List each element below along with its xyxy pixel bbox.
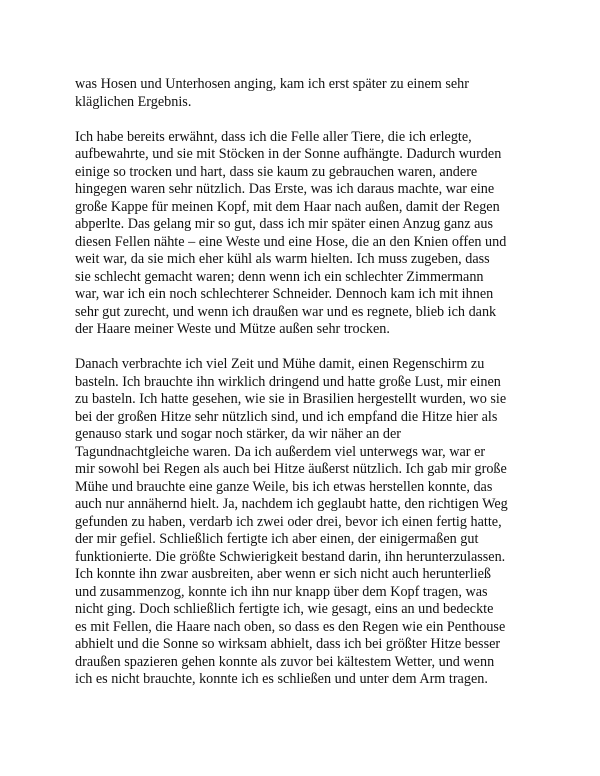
text-line: ich es nicht brauchte, konnte ich es schließen und unter dem Arm tragen. (75, 671, 488, 687)
text-line: bei der großen Hitze sehr nützlich sind, und ich empfand die Hitze hier als (75, 408, 498, 425)
text-line: abhielt und die Sonne so wirksam abhielt, dass ich bei größter Hitze besser (75, 636, 501, 652)
paragraph-3 (75, 356, 531, 689)
text-line: mir sowohl bei Regen als auch bei Hitze äußerst nützlich. Ich gab mir große (75, 461, 507, 477)
text-line: Danach verbrachte ich viel Zeit und Mühe damit, einen Regenschirm zu (75, 356, 485, 372)
text-line: sie schlecht gemacht waren; denn wenn ich ein schlechter Zimmermann (75, 268, 484, 285)
text-line: Mühe und brauchte eine ganze Weile, bis ich etwas herstellen konnte, das (75, 478, 493, 495)
body-text (75, 76, 531, 689)
text-line: kläglichen Ergebnis. (75, 93, 192, 110)
text-line: auch nur annähernd hielt. Ja, nachdem ich geglaubt hatte, den richtigen Weg (75, 496, 508, 512)
text-line: was Hosen und Unterhosen anging, kam ich erst später zu einem sehr (75, 76, 469, 92)
paragraph-2 (75, 129, 531, 339)
text-line: und zusammenzog, konnte ich ihn nur knapp über dem Kopf tragen, was (75, 583, 488, 600)
text-line: draußen spazieren gehen konnte als zuvor bei kältestem Wetter, und wenn (75, 653, 495, 670)
text-line: war, war ich ein noch schlechterer Schneider. Dennoch kam ich mit ihnen (75, 286, 494, 302)
text-line: einige so trocken und hart, dass sie kaum zu gebrauchen waren, andere (75, 163, 478, 180)
text-line: der Haare meiner Weste und Mütze außen sehr trocken. (75, 321, 390, 337)
text-line: hingegen waren sehr nützlich. Das Erste, was ich daraus machte, war eine (75, 181, 495, 197)
text-line: Ich habe bereits erwähnt, dass ich die Felle aller Tiere, die ich erlegte, (75, 128, 472, 145)
text-line: basteln. Ich brauchte ihn wirklich dringend und hatte große Lust, mir einen (75, 373, 501, 390)
text-line: nicht ging. Doch schließlich fertigte ich, wie gesagt, eins an und bedeckte (75, 601, 494, 617)
text-line: große Kappe für meinen Kopf, mit dem Haar nach außen, damit der Regen (75, 198, 500, 215)
text-line: Ich konnte ihn zwar ausbreiten, aber wenn er sich nicht auch herunterließ (75, 566, 491, 582)
text-line: genauso stark und sogar noch stärker, da wir näher an der (75, 426, 402, 442)
text-line: funktionierte. Die größte Schwierigkeit bestand darin, ihn herunterzulassen. (75, 548, 506, 565)
text-line: der mir gefiel. Schließlich fertigte ich aber einen, der einigermaßen gut (75, 531, 479, 547)
text-line: diesen Fellen nähte – eine Weste und eine Hose, die an den Knien offen und (75, 233, 507, 250)
text-line: zu basteln. Ich hatte gesehen, wie sie in Brasilien hergestellt wurden, wo sie (75, 391, 507, 407)
paragraph-1 (75, 76, 531, 111)
text-line: gefunden zu haben, verdarb ich zwei oder drei, bevor ich einen fertig hatte, (75, 513, 502, 530)
text-line: weit war, da sie mich eher kühl als warm hielten. Ich muss zugeben, dass (75, 251, 490, 267)
text-line: Tagundnachtgleiche waren. Da ich außerdem viel unterwegs war, war er (75, 443, 486, 460)
text-line: sehr gut zurecht, und wenn ich draußen war und es regnete, blieb ich dank (75, 303, 497, 320)
text-line: aufbewahrte, und sie mit Stöcken in der Sonne aufhängte. Dadurch wurden (75, 146, 502, 162)
text-line: es mit Fellen, die Haare nach oben, so dass es den Regen wie ein Penthouse (75, 618, 506, 635)
text-line: abperlte. Das gelang mir so gut, dass ich mir später einen Anzug ganz aus (75, 216, 494, 232)
